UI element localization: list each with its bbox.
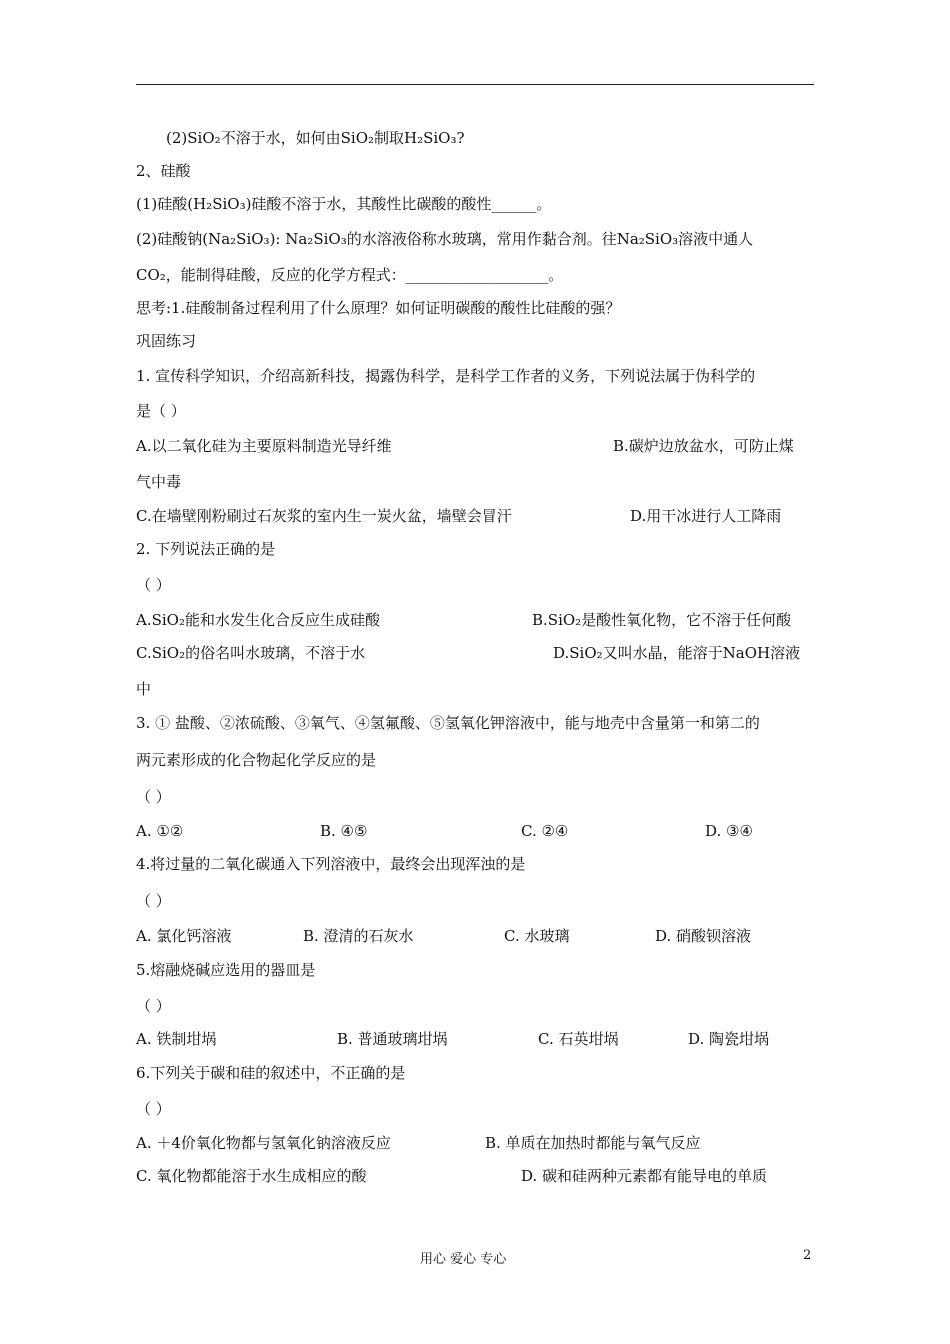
q3-option-a: A. ①② bbox=[136, 822, 184, 840]
practice-heading: 巩固练习 bbox=[136, 332, 197, 350]
q5-option-a: A. 铁制坩埚 bbox=[136, 1030, 217, 1048]
q6-option-d: D. 碳和硅两种元素都有能导电的单质 bbox=[521, 1167, 768, 1185]
q2-stem: 2. 下列说法正确的是 bbox=[136, 540, 276, 558]
q5-option-d: D. 陶瓷坩埚 bbox=[688, 1030, 770, 1048]
q3-option-b: B. ④⑤ bbox=[320, 822, 368, 840]
q4-stem: 4.将过量的二氧化碳通入下列溶液中，最终会出现浑浊的是 bbox=[136, 855, 526, 873]
q4-paren: （ ） bbox=[136, 892, 171, 910]
q3-paren: （ ） bbox=[136, 788, 171, 806]
q5-option-c: C. 石英坩埚 bbox=[538, 1030, 619, 1048]
q2-option-d-cont: 中 bbox=[136, 680, 152, 698]
header-rule bbox=[136, 84, 814, 85]
q5-paren: （ ） bbox=[136, 997, 171, 1015]
think-question: 思考:1.硅酸制备过程利用了什么原理？如何证明碳酸的酸性比硅酸的强？ bbox=[136, 299, 621, 317]
page-number: 2 bbox=[803, 1248, 812, 1263]
q1-option-c: C.在墙壁刚粉刷过石灰浆的室内生一炭火盆，墙壁会冒汗 bbox=[136, 507, 512, 525]
q4-option-a: A. 氯化钙溶液 bbox=[136, 927, 232, 945]
question-sio2-to-h2sio3: (2)SiO₂不溶于水，如何由SiO₂制取H₂SiO₃? bbox=[166, 129, 465, 147]
q2-option-a: A.SiO₂能和水发生化合反应生成硅酸 bbox=[136, 611, 380, 629]
q3-stem-line1: 3. ① 盐酸、②浓硫酸、③氧气、④氢氟酸、⑤氢氧化钾溶液中，能与地壳中含量第一和第二的 bbox=[136, 714, 760, 732]
q1-option-a: A.以二氧化硅为主要原料制造光导纤维 bbox=[136, 437, 392, 455]
silicic-acid-item-1: (1)硅酸(H₂SiO₃)硅酸不溶于水，其酸性比碳酸的酸性______。 bbox=[136, 195, 552, 213]
q3-option-d: D. ③④ bbox=[705, 822, 753, 840]
q3-stem-line2: 两元素形成的化合物起化学反应的是 bbox=[136, 751, 377, 769]
q2-option-d: D.SiO₂又叫水晶，能溶于NaOH溶液 bbox=[553, 644, 801, 662]
q3-option-c: C. ②④ bbox=[521, 822, 569, 840]
q5-stem: 5.熔融烧碱应选用的器皿是 bbox=[136, 961, 316, 979]
silicic-acid-item-2-line2: CO₂，能制得硅酸，反应的化学方程式：___________________。 bbox=[136, 266, 564, 284]
q4-option-c: C. 水玻璃 bbox=[504, 927, 570, 945]
q4-option-d: D. 硝酸钡溶液 bbox=[655, 927, 752, 945]
q5-option-b: B. 普通玻璃坩埚 bbox=[337, 1030, 448, 1048]
q6-option-a: A. ＋4价氧化物都与氢氧化钠溶液反应 bbox=[136, 1134, 391, 1152]
q1-stem-line1: 1. 宣传科学知识，介绍高新科技，揭露伪科学，是科学工作者的义务，下列说法属于伪科学的 bbox=[136, 367, 756, 385]
q1-option-b-cont: 气中毒 bbox=[136, 473, 182, 491]
page-footer: 用心 爱心 专心 bbox=[420, 1252, 507, 1267]
section-heading-silicic-acid: 2、硅酸 bbox=[136, 162, 191, 180]
q2-paren: （ ） bbox=[136, 576, 171, 594]
q2-option-c: C.SiO₂的俗名叫水玻璃，不溶于水 bbox=[136, 644, 366, 662]
q6-option-b: B. 单质在加热时都能与氧气反应 bbox=[485, 1134, 701, 1152]
q6-stem: 6.下列关于碳和硅的叙述中，不正确的是 bbox=[136, 1064, 406, 1082]
q1-option-d: D.用干冰进行人工降雨 bbox=[630, 507, 782, 525]
q4-option-b: B. 澄清的石灰水 bbox=[303, 927, 414, 945]
q1-option-b: B.碳炉边放盆水，可防止煤 bbox=[613, 437, 794, 455]
q6-paren: （ ） bbox=[136, 1100, 171, 1118]
q2-option-b: B.SiO₂是酸性氧化物，它不溶于任何酸 bbox=[532, 611, 792, 629]
q1-stem-line2: 是（ ） bbox=[136, 402, 186, 420]
silicic-acid-item-2-line1: (2)硅酸钠(Na₂SiO₃): Na₂SiO₃的水溶液俗称水玻璃，常用作黏合剂。往Na₂SiO₃溶液中通人 bbox=[136, 230, 754, 248]
q6-option-c: C. 氧化物都能溶于水生成相应的酸 bbox=[136, 1167, 367, 1185]
